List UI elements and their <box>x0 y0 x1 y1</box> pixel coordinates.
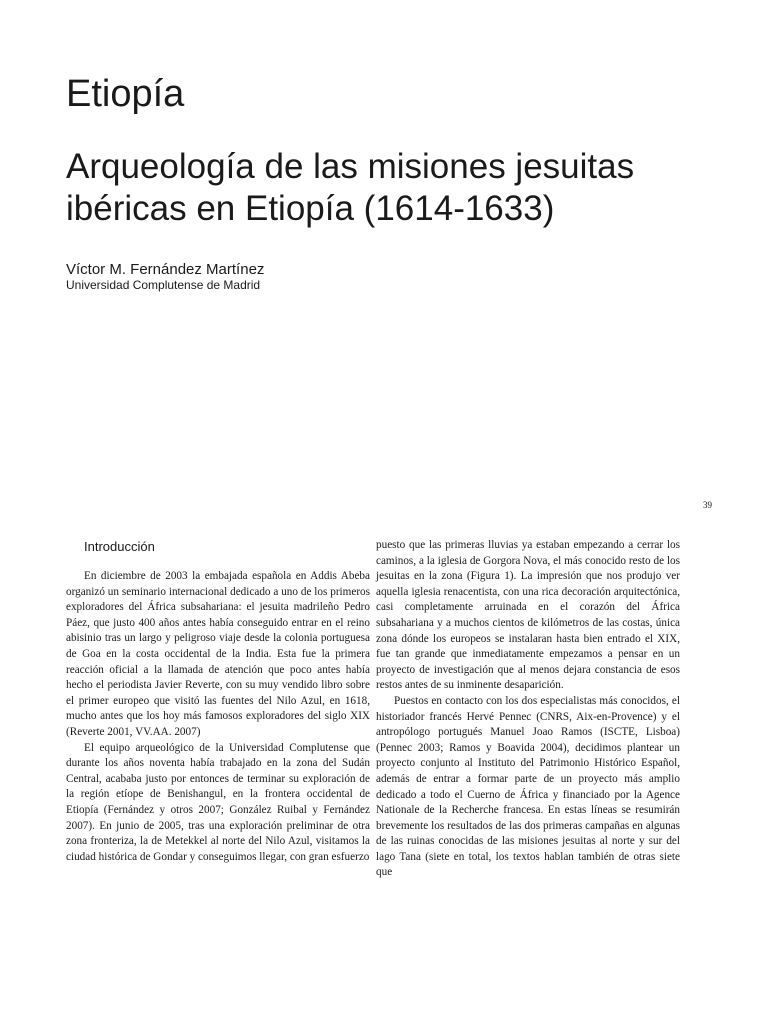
author-name: Víctor M. Fernández Martínez <box>66 261 265 278</box>
body-column-left <box>66 538 370 865</box>
page-number: 39 <box>703 500 712 510</box>
paragraph: puesto que las primeras lluvias ya estaban empezando a cerrar los caminos, a la iglesia de Gorgora Nova, el más conocido resto de los jesuitas en la zona (Figura 1). La impresión que nos produjo ver aquella iglesia renacentista, con una rica decoración arquitectónica, casi completamente arruinada en el corazón del África subsahariana y a muchos cientos de kilómetros de las costas, única zona dónde los europeos se instalaran hasta bien entrado el XIX, fue tan grande que inmediatamente empezamos a pensar en un proyecto de investigación que al menos dejara constancia de esos restos antes de su inminente desaparición. <box>376 539 680 692</box>
section-label: Etiopía <box>66 73 185 115</box>
paragraph: Puestos en contacto con los dos especialistas más conocidos, el historiador francés Hervé Pennec (CNRS, Aix-en-Provence) y el antropólogo portugués Manuel Joao Ramos (ISCTE, Lisboa) (Pennec 2003; Ramos y Boavida 2004), decidimos plantear un proyecto conjunto al Instituto del Patrimonio Histórico Español, además de entrar a formar parte de un proyecto más amplio dedicado a todo el Cuerno de África y financiado por la Agence Nationale de la Recherche francesa. En estas líneas se resumirán brevemente los resultados de las dos primeras campañas en algunas de las ruinas conocidas de las misiones jesuitas al norte y sur del lago Tana (siete en total, los textos hablan también de otras siete que <box>376 694 680 879</box>
author-affiliation: Universidad Complutense de Madrid <box>66 278 261 292</box>
section-heading: Introducción <box>84 539 155 554</box>
body-column-right <box>376 538 680 881</box>
paragraph: El equipo arqueológico de la Universidad Complutense que durante los años noventa había trabajado en la zona del Sudán Central, acababa justo por entonces de terminar su exploración de la región etíope de Benishangul, en la frontera occidental de Etiopía (Fernández y otros 2007; González Ruibal y Fernández 2007). En junio de 2005, tras una exploración preliminar de otra zona fronteriza, la de Metekkel al norte del Nilo Azul, visitamos la ciudad histórica de Gondar y conseguimos llegar, con gran esfuerzo <box>66 741 370 863</box>
article-title: Arqueología de las misiones jesuitas ibéricas en Etiopía (1614-1633) <box>66 147 635 228</box>
paragraph: En diciembre de 2003 la embajada española en Addis Abeba organizó un seminario internacional dedicado a uno de los primeros exploradores del África subsahariana: el jesuita madrileño Pedro Páez, que justo 400 años antes había conseguido entrar en el reino abisinio tras un largo y peligroso viaje desde la colonia portuguesa de Goa en la costa occidental de la India. Esta fue la primera reacción oficial a la llamada de atención que poco antes había hecho el periodista Javier Reverte, con su muy vendido libro sobre el primer europeo que visitó las fuentes del Nilo Azul, en 1618, mucho antes que los hoy más famosos exploradores del siglo XIX (Reverte 2001, VV.AA. 2007) <box>66 570 370 738</box>
